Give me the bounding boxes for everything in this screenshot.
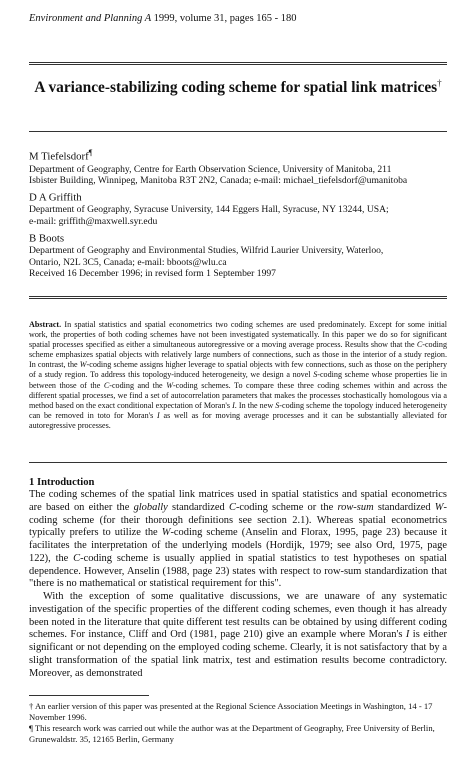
section-heading: 1 Introduction xyxy=(29,477,95,488)
title-rule xyxy=(29,131,447,132)
received-date: Received 16 December 1996; in revised form 1 September 1997 xyxy=(29,268,276,280)
body-text xyxy=(29,489,447,680)
footnotes xyxy=(29,701,447,745)
abstract-top-rule xyxy=(29,296,447,297)
author-affiliation-line: Department of Geography, Centre for Earth Observation Science, University of Manitoba, 211 xyxy=(29,163,392,175)
author-entry xyxy=(29,146,447,187)
author-entry xyxy=(29,228,447,269)
footnote: ¶ This research work was carried out while the author was at the Department of Geography, Free University of Berlin, Grunewaldstr. 35, 12165 Berlin, Germany xyxy=(29,723,435,744)
paragraph: With the exception of some qualitative discussions, we are unaware of any systematic investigation of the specific properties of the different coding schemes, even though it has already been noted in the literature that quite different test results can be obtained by using different coding schemes. For instance, Cliff and Ord (1981, page 210) give an example where Moran's I is either significant or not depending on the employed coding scheme. Clearly, it is not satisfactory that by a slight transformation of the spatial link matrix, test and estimation results become contradictory. Moreover, as demonstrated xyxy=(29,591,447,679)
abstract-top-rule-double xyxy=(29,298,447,299)
journal-name: Environment and Planning A xyxy=(29,13,152,24)
author-name: D A Griffith xyxy=(29,191,82,204)
header-rule xyxy=(29,62,447,63)
header-rule-double xyxy=(29,64,447,65)
journal-details: 1999, volume 31, pages 165 - 180 xyxy=(153,13,297,24)
footnote-rule xyxy=(29,695,149,696)
author-block xyxy=(29,146,447,280)
title-footnote-mark: † xyxy=(437,78,442,88)
journal-header xyxy=(29,13,297,24)
abstract-bottom-rule xyxy=(29,462,447,463)
author-affiliation-line: Isbister Building, Winnipeg, Manitoba R3T 2N2, Canada; e-mail: michael_tiefelsdorf@umanitoba xyxy=(29,175,408,187)
author-name: B Boots xyxy=(29,232,65,245)
abstract-label: Abstract. xyxy=(29,320,62,329)
abstract: Abstract. In spatial statistics and spatial econometrics two coding schemes are used predominately. Except for some initial work, the properties of both coding schemes have not been investigated systematically. In this paper we do so for significant spatial processes specified as either a simultaneous autoregressive or a moving average process. Results show that the C-coding scheme emphasizes spatial objects with relatively large numbers of connections, such as those in the interior of a study region. In contrast, the W-coding scheme assigns higher leverage to spatial objects with few connections, such as those on the periphery of a study region. To address this topology-induced heterogeneity, we design a novel S-coding scheme whose properties lie in between those of the C-coding and the W-coding schemes. To compare these three coding schemes within and across the different spatial processes, we find a set of autocorrelation parameters that makes the processes stochastically homologous via a method based on the exact conditional expectation of Moran's I. In the new S-coding scheme the topology induced heterogeneity can be removed in toto for Moran's I as well as for moving average processes and it can be substantially alleviated for autoregressive processes. xyxy=(29,320,448,430)
author-affiliation-line: Department of Geography, Syracuse University, 144 Eggers Hall, Syracuse, NY 13244, USA; xyxy=(29,204,389,216)
author-affiliation-line: Department of Geography and Environmental Studies, Wilfrid Laurier University, Waterloo, xyxy=(29,245,384,257)
author-name: M Tiefelsdorf¶ xyxy=(29,148,93,163)
paper-title: A variance-stabilizing coding scheme for spatial link matrices† xyxy=(34,78,442,97)
author-affiliation-line: e-mail: griffith@maxwell.syr.edu xyxy=(29,215,158,227)
author-affiliation-line: Ontario, N2L 3C5, Canada; e-mail: bboots@wlu.ca xyxy=(29,256,227,268)
footnote: † An earlier version of this paper was presented at the Regional Science Association Meetings in Washington, 14 - 17 November 1996. xyxy=(29,701,433,722)
paragraph: The coding schemes of the spatial link matrices used in spatial statistics and spatial econometrics are based on either the globally standardized C-coding scheme or the row-sum standardized W-coding scheme (for their thorough definitions see section 2.1). Whereas spatial econometrics typically prefers to utilize the W-coding scheme (Anselin and Florax, 1995, page 23) because it facilitates the interpretation of the underlying models (Hordijk, 1979; see also Ord, 1975, page 122), the C-coding scheme is usually applied in spatial statistics to test hypotheses on spatial dependence. However, Anselin (1988, page 23) states with respect to row-sum standardization that "there is no mathematical or statistical requirement for this". xyxy=(29,489,447,590)
author-entry xyxy=(29,187,447,228)
